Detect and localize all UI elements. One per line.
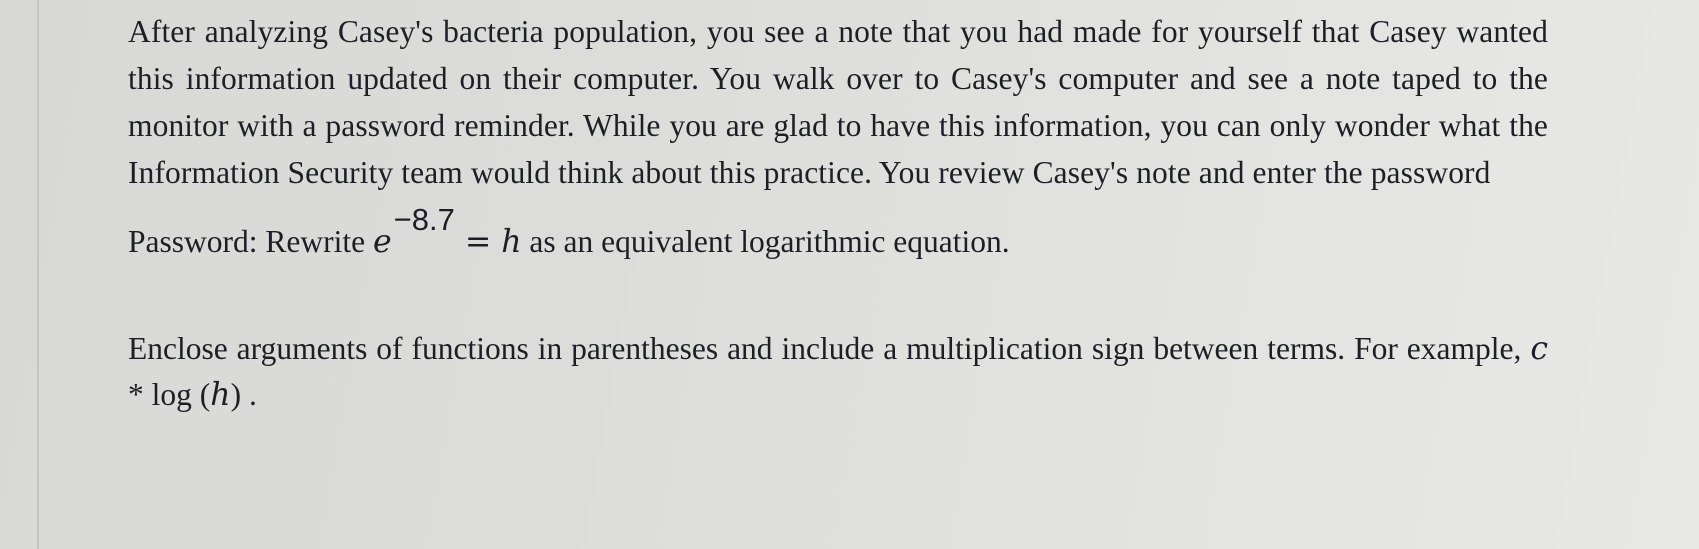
answer-instructions: Enclose arguments of functions in parentheses and include a multiplication sign between terms. For example, c * log (h) . <box>128 331 1548 413</box>
math-base: e <box>372 224 392 260</box>
example-function: log <box>151 377 192 412</box>
instructions-text: Enclose arguments of functions in parentheses and include a multiplication sign between terms. For example, <box>128 331 1522 366</box>
password-prefix: Password: Rewrite <box>128 224 366 259</box>
password-suffix: as an equivalent logarithmic equation. <box>529 224 1010 259</box>
example-operator: * <box>128 377 144 412</box>
password-prompt <box>128 202 1548 266</box>
math-equals: = <box>464 224 492 260</box>
left-divider <box>37 0 39 549</box>
question-intro-text: After analyzing Casey's bacteria population, you see a note that you had made for yourself that Casey wanted this information updated on their computer. You walk over to Casey's computer and see a note taped to the monitor with a password reminder. While you are glad to have this information, you can only wonder what the Information Security team would think about this practice. You review Casey's note and enter the password <box>128 14 1548 190</box>
example-end: . <box>248 377 257 412</box>
math-rhs: h <box>501 224 522 260</box>
math-exponent: −8.7 <box>393 202 455 237</box>
question-panel <box>128 8 1548 418</box>
example-c: c <box>1530 331 1548 367</box>
example-argument: h <box>210 377 231 413</box>
